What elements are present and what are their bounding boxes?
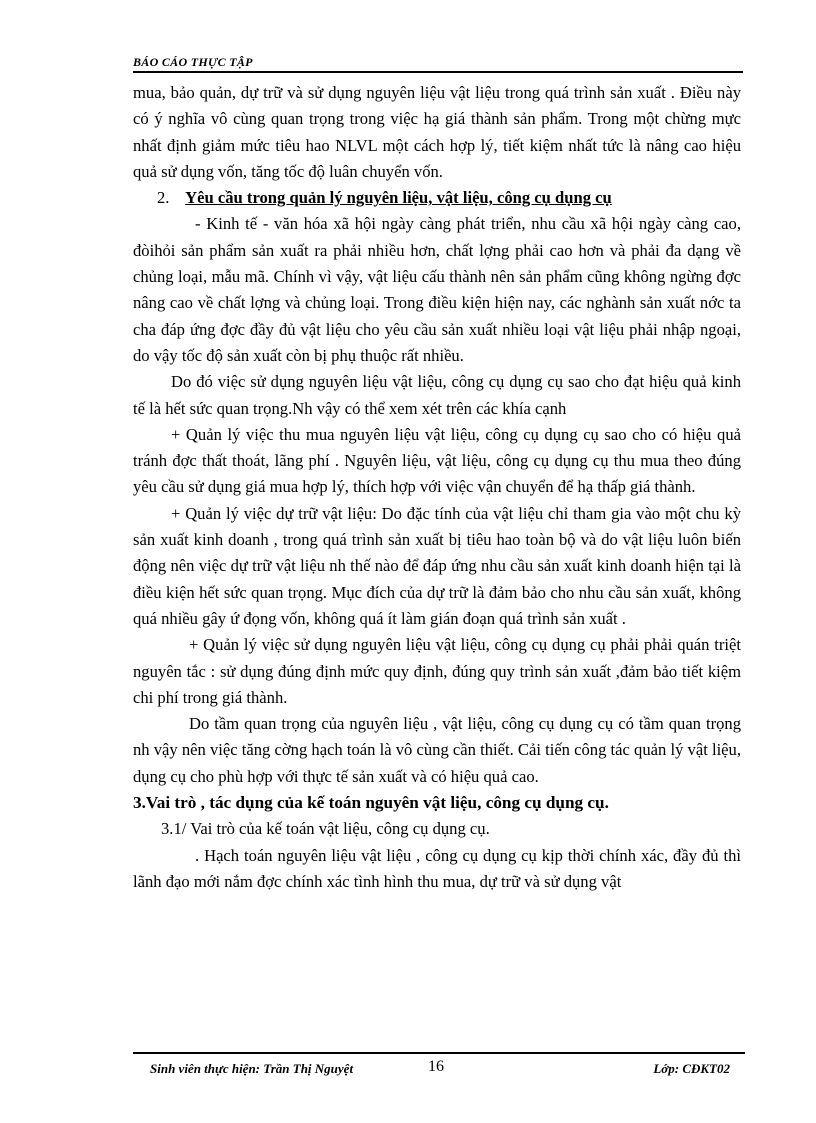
footer-class: Lớp: CĐKT02 [653,1061,730,1076]
page-header [133,55,743,73]
paragraph: mua, bảo quản, dự trữ và sử dụng nguyên liệu vật liệu trong quá trình sản xuất . Điều này có ý nghĩa vô cùng quan trọng trong việc hạ giá thành sản phẩm. Trong một chừng mực nhất định giảm mức tiêu hao NLVL một cách hợp lý, tiết kiệm nhất tức là nâng cao hiệu quả sử dụng vốn, tăng tốc độ luân chuyển vốn. [133,83,741,181]
paragraph: + Quản lý việc dự trữ vật liệu: Do đặc tính của vật liệu chỉ tham gia vào một chu kỳ sản xuất kinh doanh , trong quá trình sản xuất bị tiêu hao toàn bộ và do vật liệu luôn biến động nên việc dự trữ vật liệu nh thế nào để đáp ứng nhu cầu sản xuất kinh doanh hiện tại là điều kiện hết sức quan trọng. Mục đích của dự trữ là đảm bảo cho nhu cầu sản xuất, không quá nhiều gây ứ đọng vốn, không quá ít làm gián đoạn quá trình sản xuất . [133,503,741,628]
page-number: 16 [428,1058,444,1075]
section-number: 2. [157,188,170,208]
section-heading-2 [133,185,741,211]
paragraph: + Quản lý việc sử dụng nguyên liệu vật liệu, công cụ dụng cụ phải phải quán triệt nguyên tắc : sử dụng đúng định mức quy định, đúng quy trình sản xuất ,đảm bảo tiết kiệm chi phí trong giá thành. [133,635,741,707]
page-footer [150,1058,740,1080]
paragraph: Do đó việc sử dụng nguyên liệu vật liệu, công cụ dụng cụ sao cho đạt hiệu quả kinh tế là hết sức quan trọng.Nh vậy có thể xem xét trên các khía cạnh [133,372,741,418]
paragraph: Do tầm quan trọng của nguyên liệu , vật liệu, công cụ dụng cụ có tầm quan trọng nh vậy nên việc tăng cờng hạch toán là vô cùng cần thiết. Cải tiến công tác quản lý vật liệu, dụng cụ cho phù hợp với thực tế sản xuất và có hiệu quả cao. [133,714,741,786]
paragraph: . Hạch toán nguyên liệu vật liệu , công cụ dụng cụ kịp thời chính xác, đầy đủ thì lãnh đạo mới nắm đợc chính xác tình hình thu mua, dự trữ và sử dụng vật [133,845,741,891]
document-body [133,80,741,895]
footer-divider [133,1052,745,1054]
subsection-heading: 3.1/ Vai trò của kế toán vật liệu, công cụ dụng cụ. [161,819,490,839]
paragraph: - Kinh tế - văn hóa xã hội ngày càng phát triển, nhu cầu xã hội ngày càng cao, đòihỏi sản phẩm sản xuất ra phải nhiều hơn, chất lợng phải cao hơn và phải đa dạng về chủng loại, mẫu mã. Chính vì vậy, vật liệu cấu thành nên sản phẩm cũng không ngừng đợc nâng cao về chất lợng và chủng loại. Trong điều kiện hiện nay, các nghành sản xuất nớc ta cha đáp ứng đợc đầy đủ vật liệu cho yêu cầu sản xuất nhiều loại vật liệu phải nhập ngoại, do vậy tốc độ sản xuất còn bị phụ thuộc rất nhiều. [133,214,741,365]
section-heading-3: 3.Vai trò , tác dụng của kế toán nguyên vật liệu, công cụ dụng cụ. [133,793,609,813]
header-title: BÁO CÁO THỰC TẬP [133,55,253,69]
section-title: Yêu cầu trong quản lý nguyên liệu, vật liệu, công cụ dụng cụ [185,188,612,208]
footer-student: Sinh viên thực hiện: Trần Thị Nguyệt [150,1061,354,1076]
paragraph: + Quản lý việc thu mua nguyên liệu vật liệu, công cụ dụng cụ sao cho có hiệu quả tránh đợc thất thoát, lãng phí . Nguyên liệu, vật liệu, công cụ dụng cụ thu mua theo đúng yêu cầu sử dụng giá mua hợp lý, thích hợp với việc vận chuyển để hạ thấp giá thành. [133,424,741,497]
